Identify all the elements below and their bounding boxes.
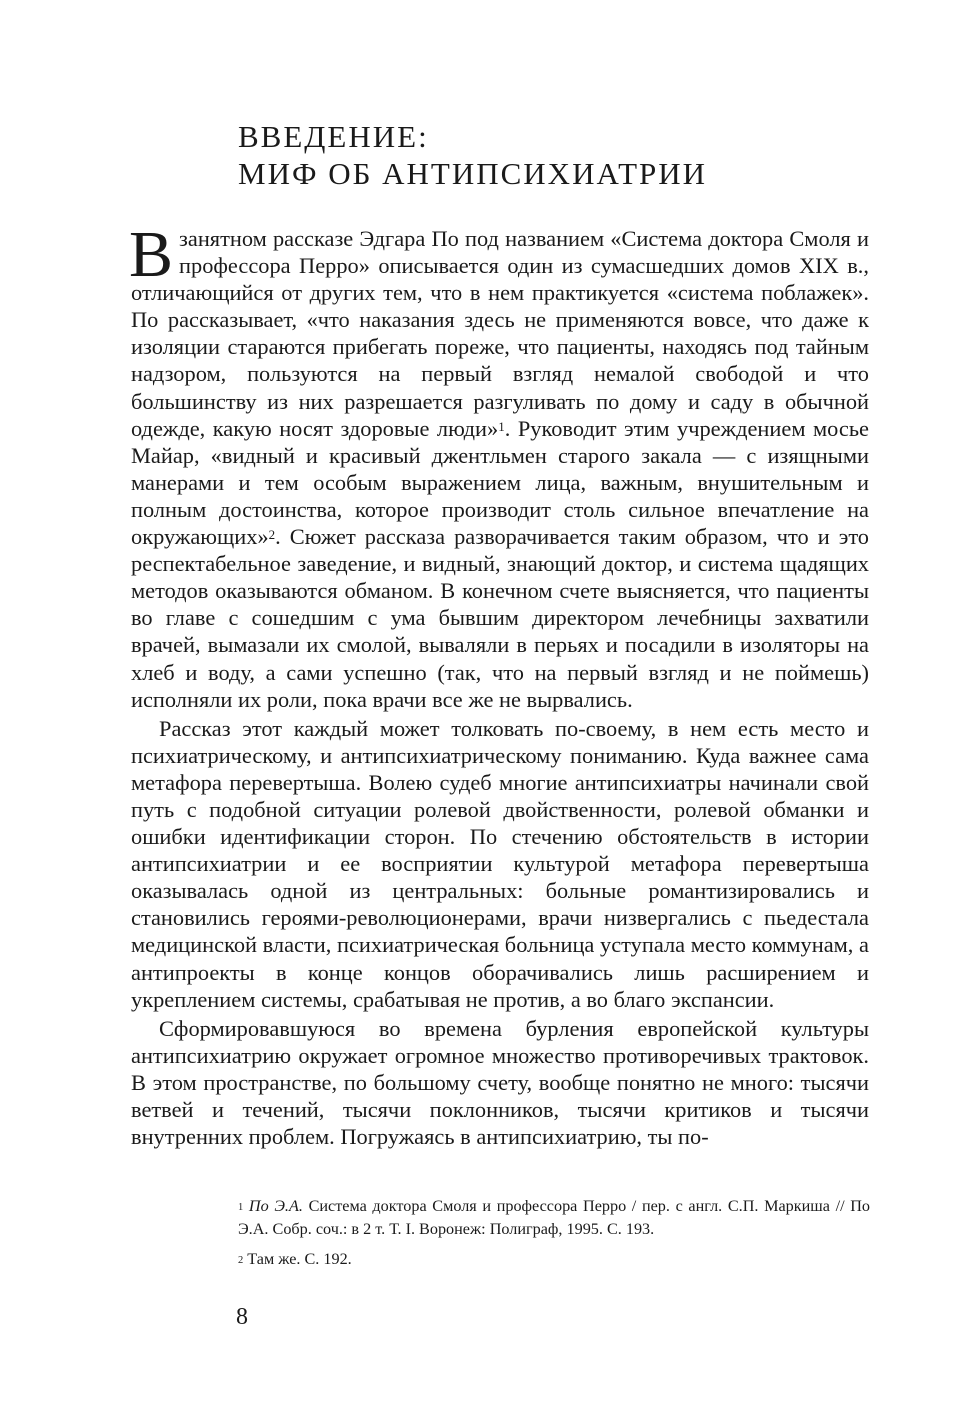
footnote-2 [238,1248,870,1271]
chapter-title [238,118,707,192]
footnote-2-text: Там же. С. 192. [243,1250,352,1268]
page-number: 8 [236,1304,248,1330]
paragraph-3: Сформировавшуюся во времена бурления европейской культуры антипсихиатрию окружает огромное множество противоречивых трактовок. В этом пространстве, по большому счету, вообще понятно не много: тысячи ветвей и течений, тысячи поклонников, тысячи критиков и тысячи внутренних проблем. Погружаясь в антипсихиатрию, ты по- [131,1015,869,1150]
chapter-title-line-2: МИФ ОБ АНТИПСИХИАТРИИ [238,156,708,191]
paragraph-1-text-c: . Сюжет рассказа разворачивается таким образом, что и это респектабельное заведение, и видный, знающий доктор, и система щадящих методов оказываются обманом. В конечном счете выясняется, что пациенты во главе с сошедшим с ума бывшим директором лечебницы захватили врачей, вымазали их смолой, вываляли в перьях и посадили в изоляторы на хлеб и воду, а сами успешно (так, что на первый взгляд и не поймешь) исполняли их роли, пока врачи все же не вырвались. [131,524,869,712]
paragraph-2: Рассказ этот каждый может толковать по-своему, в нем есть место и психиатрическому, и антипсихиатрическому пониманию. Куда важнее сама метафора перевертыша. Волею судеб многие антипсихиатры начинали свой путь с подобной ситуации ролевой двойственности, ролевой обманки и ошибки идентификации сторон. По стечению обстоятельств в истории антипсихиатрии и ее восприятии культурой метафора перевертыша оказывалась одной из центральных: больные романтизировались и становились героями-революционерами, врачи низвергались с пьедестала медицинской власти, психиатрическая больница уступала место коммунам, а антипроекты в конце концов оборачивались лишь расширением и укреплением системы, срабатывая не против, а во благо экспансии. [131,715,869,1012]
footnotes [238,1195,870,1278]
chapter-title-line-1: ВВЕДЕНИЕ: [238,119,429,154]
footnote-1-author: По Э.А. [248,1197,303,1215]
paragraph-1-text-b: . Руководит этим учреждением мосье Майар, «видный и красивый джентльмен старого закала — с изящными манерами и тем особым выражением лица, важным, внушительным и полным достоинства, которое производит столь сильное впечатление на окружающих» [131,415,869,550]
footnote-1-text: Система доктора Смоля и профессора Перро / пер. с англ. С.П. Маркиша // По Э.А. Собр. соч.: в 2 т. Т. I. Воронеж: Полиграф, 1995. С. 193. [238,1197,870,1238]
drop-cap: В [129,218,174,291]
paragraph-1 [129,218,869,713]
footnote-ref-1[interactable]: 1 [498,418,505,434]
footnote-2-number: 2 [238,1255,244,1266]
footnote-1-number: 1 [238,1202,244,1213]
main-text [129,218,869,1150]
paragraph-1-text-a: занятном рассказе Эдгара По под названием «Система доктора Смоля и профессора Перро» описывается один из сумасшедших домов XIX в., отличающийся от других тем, что в нем практикуется «система поблажек». По рассказывает, «что наказания здесь не применяются вовсе, что даже к изоляции стараются прибегать пореже, что пациенты, находясь под тайным надзором, пользуются на первый взгляд немалой свободой и что большинству из них разрешается разгуливать по дому и саду в обычной одежде, какую носят здоровые люди» [131,226,869,441]
footnote-1 [238,1195,870,1241]
footnote-ref-2[interactable]: 2 [268,527,276,543]
